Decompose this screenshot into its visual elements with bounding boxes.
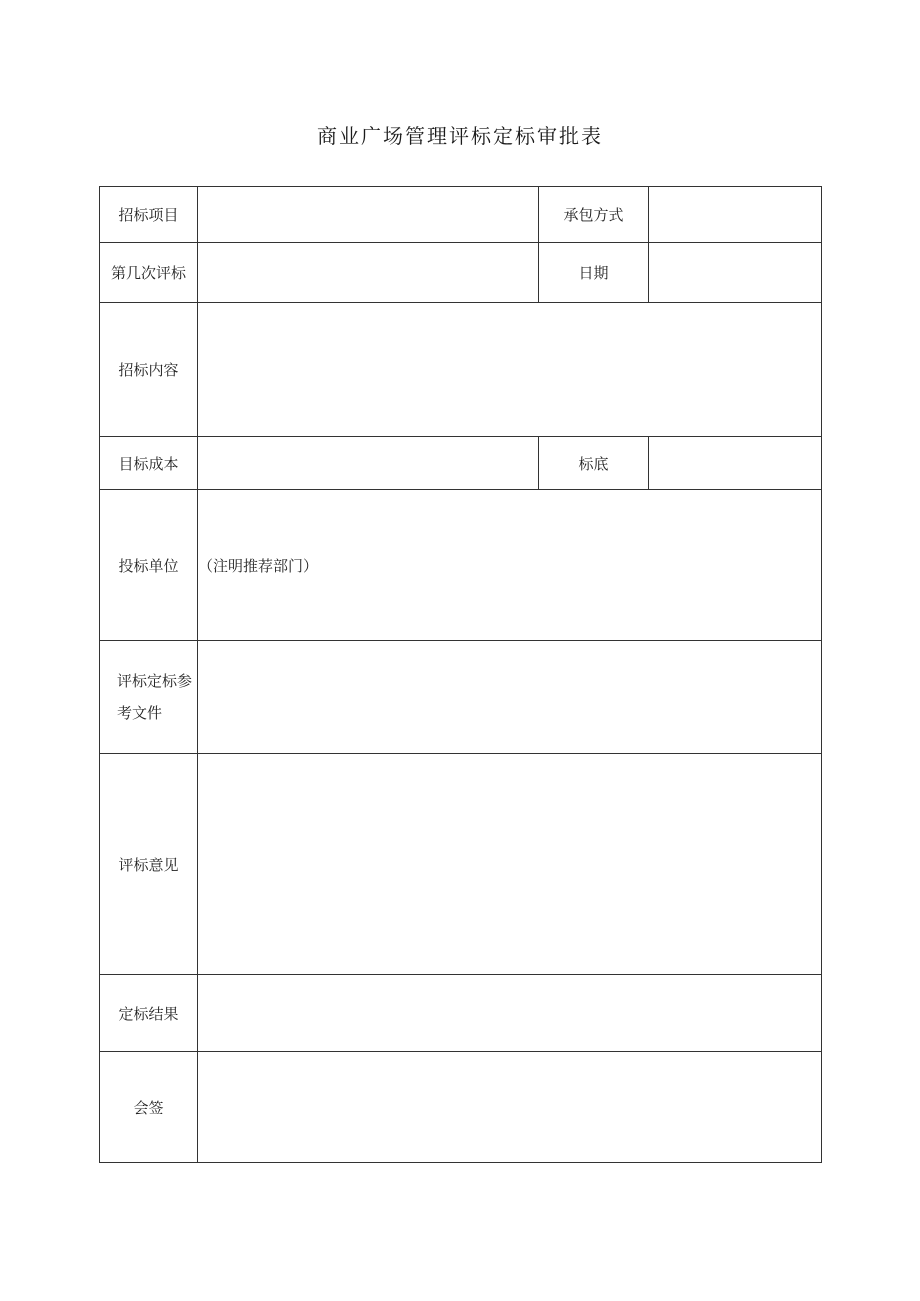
result-field[interactable] xyxy=(198,975,822,1052)
result-label: 定标结果 xyxy=(100,975,198,1052)
date-field[interactable] xyxy=(649,243,822,303)
row-target-cost xyxy=(100,437,822,490)
document-title: 商业广场管理评标定标审批表 xyxy=(317,124,603,148)
opinion-label: 评标意见 xyxy=(100,754,198,975)
bidder-note: （注明推荐部门） xyxy=(198,556,319,575)
round-label: 第几次评标 xyxy=(100,243,198,303)
countersign-field[interactable] xyxy=(198,1052,822,1163)
row-countersign xyxy=(100,1052,822,1163)
project-label: 招标项目 xyxy=(100,187,198,243)
base-price-field[interactable] xyxy=(649,437,822,490)
bidder-label: 投标单位 xyxy=(100,490,198,641)
date-label: 日期 xyxy=(539,243,649,303)
base-price-label: 标底 xyxy=(539,437,649,490)
target-cost-field[interactable] xyxy=(198,437,539,490)
row-project xyxy=(100,187,822,243)
approval-form-table xyxy=(99,186,822,1163)
reference-docs-label: 评标定标参考文件 xyxy=(100,641,198,754)
round-field[interactable] xyxy=(198,243,539,303)
row-reference-docs xyxy=(100,641,822,754)
bidder-field[interactable] xyxy=(198,490,822,641)
reference-docs-field[interactable] xyxy=(198,641,822,754)
row-content xyxy=(100,303,822,437)
row-opinion xyxy=(100,754,822,975)
opinion-field[interactable] xyxy=(198,754,822,975)
project-field[interactable] xyxy=(198,187,539,243)
target-cost-label: 目标成本 xyxy=(100,437,198,490)
content-field[interactable] xyxy=(198,303,822,437)
contract-mode-label: 承包方式 xyxy=(539,187,649,243)
content-label: 招标内容 xyxy=(100,303,198,437)
row-bidder xyxy=(100,490,822,641)
row-result xyxy=(100,975,822,1052)
row-round xyxy=(100,243,822,303)
countersign-label: 会签 xyxy=(100,1052,198,1163)
contract-mode-field[interactable] xyxy=(649,187,822,243)
